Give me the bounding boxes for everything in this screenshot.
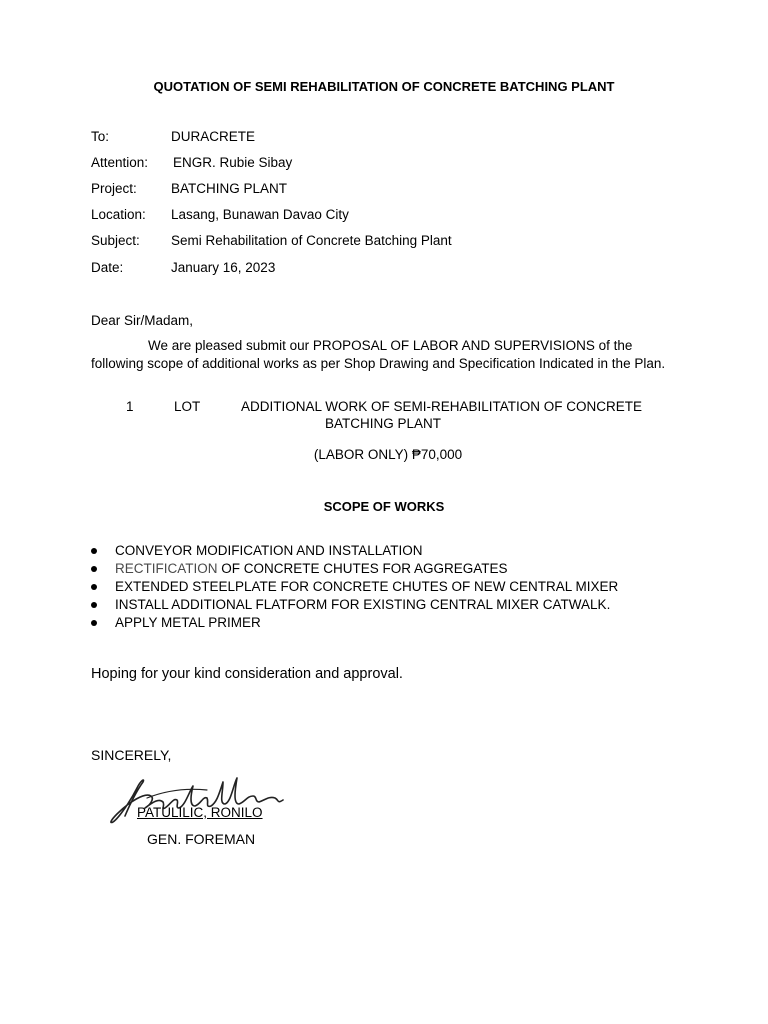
signatory-position: GEN. FOREMAN (147, 831, 256, 847)
lot-quantity: 1 (126, 399, 134, 414)
list-item (91, 596, 618, 614)
header-label-project: Project: (91, 181, 137, 196)
sign-off: SINCERELY, (91, 747, 172, 763)
header-value-project: BATCHING PLANT (171, 181, 288, 196)
scope-title: SCOPE OF WORKS (323, 499, 445, 514)
list-item (91, 578, 618, 596)
price-text: (LABOR ONLY) ₱70,000 (313, 447, 463, 462)
header-value-location: Lasang, Bunawan Davao City (171, 207, 349, 222)
scope-item-text: APPLY METAL PRIMER (115, 615, 261, 630)
bullet-icon (91, 566, 97, 572)
header-label-date: Date: (91, 260, 124, 275)
scope-item-text: EXTENDED STEELPLATE FOR CONCRETE CHUTES OF NEW CENTRAL MIXER (115, 579, 619, 594)
scope-item-text: CONVEYOR MODIFICATION AND INSTALLATION (115, 543, 423, 558)
greeting: Dear Sir/Madam, (91, 313, 194, 328)
scope-item-text: OF CONCRETE CHUTES FOR AGGREGATES (217, 561, 508, 576)
bullet-icon (91, 584, 97, 590)
scope-list (91, 542, 618, 632)
header-value-date: January 16, 2023 (171, 260, 276, 275)
body-paragraph (91, 337, 671, 373)
list-item (91, 560, 618, 578)
list-item (91, 542, 618, 560)
list-item (91, 614, 618, 632)
header-value-to: DURACRETE (171, 129, 256, 144)
header-label-attention: Attention: (91, 155, 149, 170)
scope-item-lead: RECTIFICATION (115, 561, 218, 576)
bullet-icon (91, 602, 97, 608)
document-title: QUOTATION OF SEMI REHABILITATION OF CONCRETE BATCHING PLANT (153, 79, 615, 94)
closing-line: Hoping for your kind consideration and approval. (91, 666, 403, 682)
header-value-attention: ENGR. Rubie Sibay (173, 155, 293, 170)
lot-description-line2: BATCHING PLANT (325, 416, 442, 431)
bullet-icon (91, 620, 97, 626)
lot-unit: LOT (174, 399, 201, 414)
bullet-icon (91, 548, 97, 554)
lot-description-line1: ADDITIONAL WORK OF SEMI-REHABILITATION OF CONCRETE (241, 399, 643, 414)
signatory-name: PATULILIC, RONILO (137, 805, 263, 820)
scope-item-text: INSTALL ADDITIONAL FLATFORM FOR EXISTING CENTRAL MIXER CATWALK. (115, 597, 611, 612)
price-line (0, 447, 768, 462)
header-label-to: To: (91, 129, 110, 144)
body-text: We are pleased submit our PROPOSAL OF LABOR AND SUPERVISIONS of the following scope of additional works as per Shop Drawing and Specification Indicated in the Plan. (91, 338, 666, 371)
header-label-subject: Subject: (91, 233, 140, 248)
header-value-subject: Semi Rehabilitation of Concrete Batching Plant (171, 233, 452, 248)
header-label-location: Location: (91, 207, 146, 222)
